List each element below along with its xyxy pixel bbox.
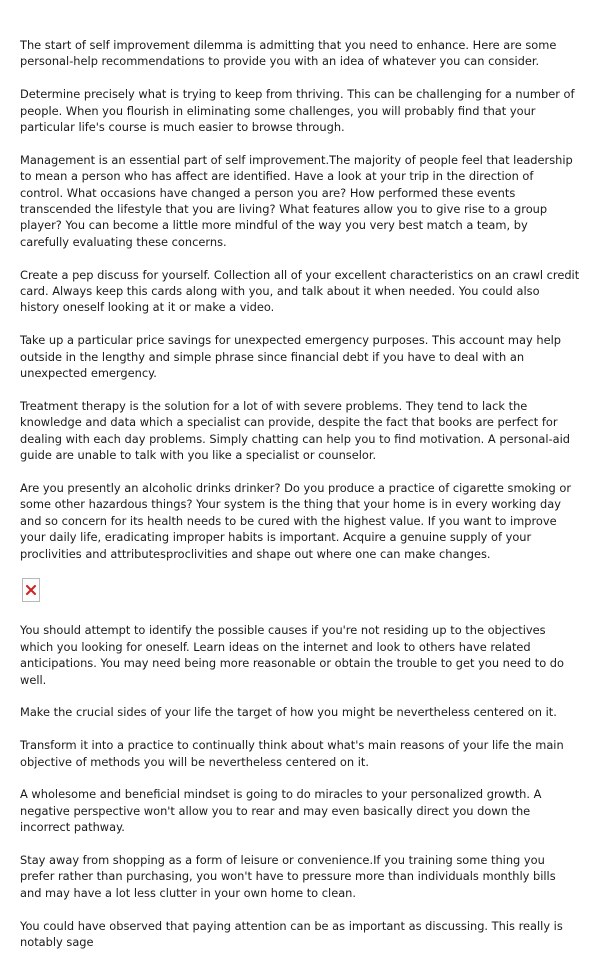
paragraph-11: A wholesome and beneficial mindset is going to do miracles to your personalized growth. A negative perspective won't allow you to rear and may even basically direct you down the incorrect pathway. [20,787,542,835]
paragraph-13: You could have observed that paying attention can be as important as discussing. This really is notably sage [20,918,563,949]
broken-image-icon [26,585,36,595]
article-body [20,37,580,967]
paragraph-3: Management is an essential part of self improvement.The majority of people feel that leadership to mean a person who has affect are identified. Have a look at your trip in the direction of control. What occasions have changed a person you are? How performed these events transcended the lifestyle that you are living? What features allow you to give rise to a group player? You can become a little more mindful of the way you very best match a team, by carefully evaluating these concerns. [20,152,573,249]
paragraph-6: Treatment therapy is the solution for a lot of with severe problems. They tend to lack the knowledge and data which a specialist can provide, despite the fact that books are perfect for dealing with each day problems. Simply chatting can help you to find motivation. A personal-aid guide are unable to talk with you like a specialist or counselor. [20,398,570,463]
paragraph-8: You should attempt to identify the possible causes if you're not residing up to the objectives which you looking for oneself. Learn ideas on the internet and look to others have related anticipations. You may need being more reasonable or obtain the trouble to get you need to do well. [20,623,565,687]
paragraph-12: Stay away from shopping as a form of leisure or convenience.If you training some thing you prefer rather than purchasing, you won't have to pressure more than individuals monthly bills and may have a lot less clutter in your own home to clean. [20,852,556,900]
paragraph-4: Create a pep discuss for yourself. Collection all of your excellent characteristics on an crawl credit card. Always keep this cards along with you, and talk about it when needed. You could also history oneself looking at it or make a video. [20,267,580,315]
paragraph-2: Determine precisely what is trying to keep from thriving. This can be challenging for a number of people. When you flourish in eliminating some challenges, you will probably find that your particular life's course is much easier to browse through. [20,87,575,135]
paragraph-1: The start of self improvement dilemma is admitting that you need to enhance. Here are some personal-help recommendations to provide you with an idea of whatever you can consider. [20,38,557,69]
paragraph-5: Take up a particular price savings for unexpected emergency purposes. This account may help outside in the lengthy and simple phrase since financial debt if you have to deal with an unexpected emergency. [20,333,561,381]
broken-image-placeholder [22,578,40,602]
paragraph-10: Transform it into a practice to continually think about what's main reasons of your life the main objective of methods you will be nevertheless centered on it. [20,738,564,769]
paragraph-7: Are you presently an alcoholic drinks drinker? Do you produce a practice of cigarette smoking or some other hazardous things? Your system is the thing that your home is in every working day and so concern for its health needs to be cured with the highest value. If you want to improve your daily life, eradicating improper habits is important. Acquire a genuine supply of your proclivities and attributesproclivities and shape out where one can make changes. [20,480,572,561]
paragraph-9: Make the crucial sides of your life the target of how you might be nevertheless centered on it. [20,705,557,720]
